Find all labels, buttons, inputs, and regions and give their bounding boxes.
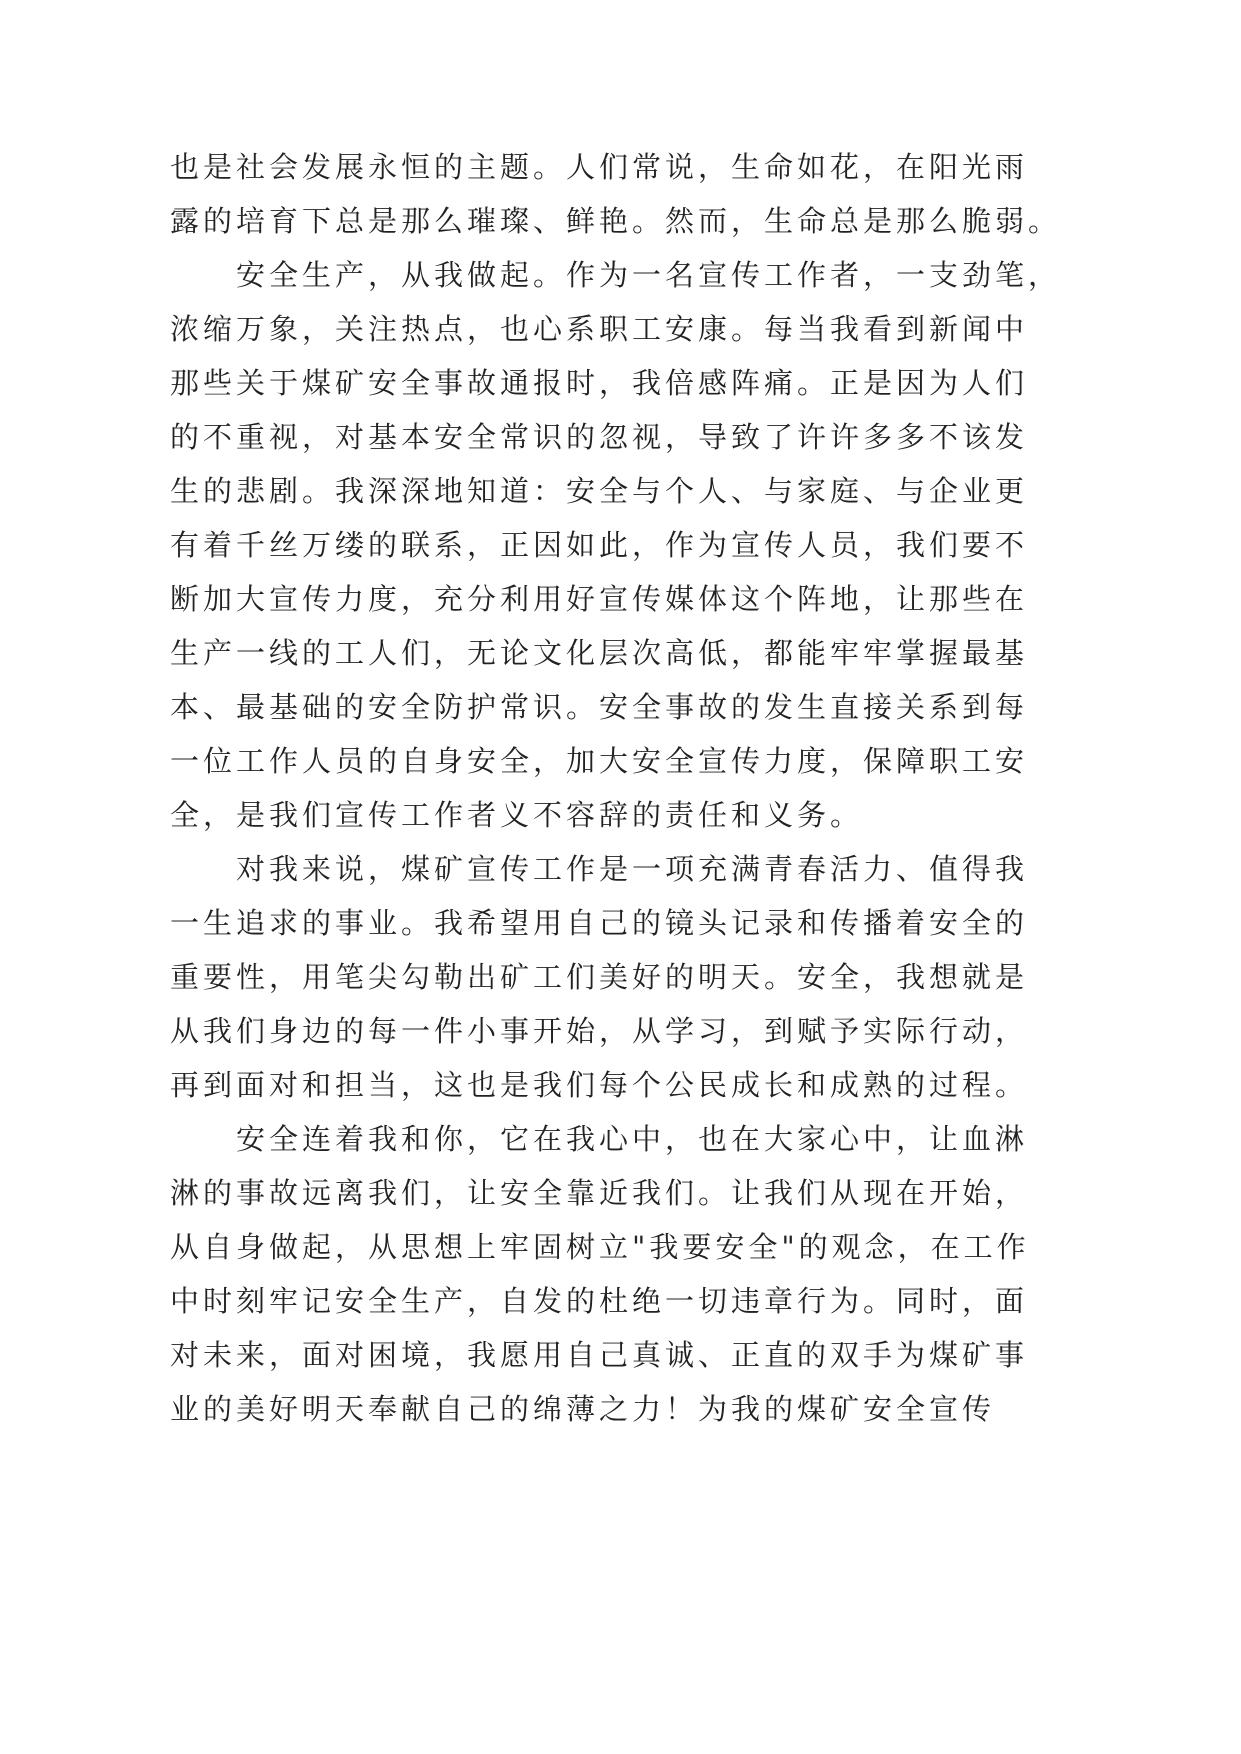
text-line: 对未来，面对困境，我愿用自己真诚、正直的双手为煤矿事 [170, 1338, 1029, 1372]
text-line: 对我来说，煤矿宣传工作是一项充满青春活力、值得我 [236, 852, 1029, 886]
paragraph [170, 842, 1029, 1112]
text-line: 的不重视，对基本安全常识的忽视，导致了许许多多不该发 [170, 420, 1029, 454]
text-line: 一生追求的事业。我希望用自己的镜头记录和传播着安全的 [170, 906, 1029, 940]
text-line: 浓缩万象，关注热点，也心系职工安康。每当我看到新闻中 [170, 312, 1029, 346]
paragraph [170, 1112, 1030, 1436]
text-line: 安全连着我和你，它在我心中，也在大家心中，让血淋 [236, 1122, 1029, 1156]
text-line: 再到面对和担当，这也是我们每个公民成长和成熟的过程。 [170, 1068, 1029, 1102]
text-line: 那些关于煤矿安全事故通报时，我倍感阵痛。正是因为人们 [170, 366, 1029, 400]
text-line: 从我们身边的每一件小事开始，从学习，到赋予实际行动， [170, 1014, 1029, 1048]
text-line: 也是社会发展永恒的主题。人们常说，生命如花，在阳光雨 [170, 150, 1029, 184]
paragraph [170, 248, 1062, 842]
text-line: 全，是我们宣传工作者义不容辞的责任和义务。 [170, 798, 864, 832]
text-line: 安全生产，从我做起。作为一名宣传工作者，一支劲笔， [236, 258, 1062, 292]
text-line: 生产一线的工人们，无论文化层次高低，都能牢牢掌握最基 [170, 636, 1029, 670]
text-line: 从自身做起，从思想上牢固树立"我要安全"的观念，在工作 [170, 1230, 1030, 1264]
text-line: 生的悲剧。我深深地知道：安全与个人、与家庭、与企业更 [170, 474, 1029, 508]
text-line: 本、最基础的安全防护常识。安全事故的发生直接关系到每 [170, 690, 1029, 724]
text-line: 一位工作人员的自身安全，加大安全宣传力度，保障职工安 [170, 744, 1029, 778]
text-line: 露的培育下总是那么璀璨、鲜艳。然而，生命总是那么脆弱。 [170, 204, 1062, 238]
document-body [170, 140, 1062, 1436]
text-line: 淋的事故远离我们，让安全靠近我们。让我们从现在开始， [170, 1176, 1029, 1210]
paragraph [170, 140, 1062, 248]
text-line: 断加大宣传力度，充分利用好宣传媒体这个阵地，让那些在 [170, 582, 1029, 616]
text-line: 重要性，用笔尖勾勒出矿工们美好的明天。安全，我想就是 [170, 960, 1029, 994]
text-line: 有着千丝万缕的联系，正因如此，作为宣传人员，我们要不 [170, 528, 1029, 562]
text-line: 中时刻牢记安全生产，自发的杜绝一切违章行为。同时，面 [170, 1284, 1029, 1318]
text-line: 业的美好明天奉献自己的绵薄之力！为我的煤矿安全宣传 [170, 1392, 996, 1426]
